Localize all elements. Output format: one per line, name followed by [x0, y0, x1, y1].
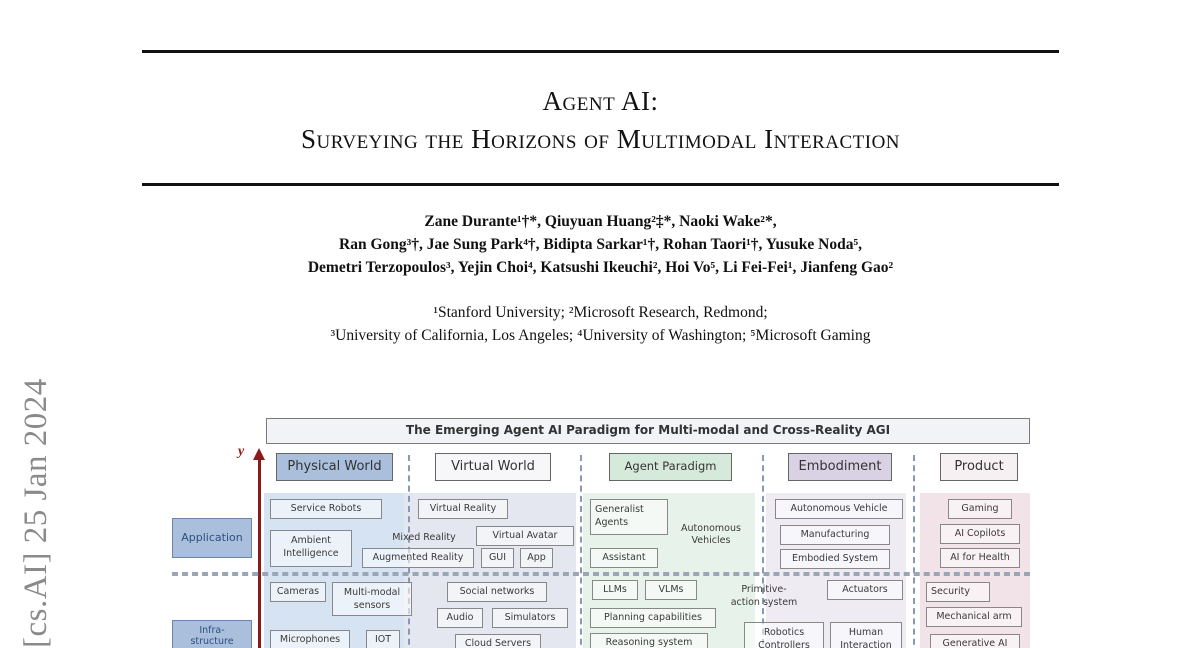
concept-box: Mixed Reality [392, 532, 456, 543]
concept-box: Generative AI [930, 634, 1020, 648]
concept-box: Cloud Servers [455, 634, 541, 648]
concept-box: Cameras [270, 582, 326, 602]
column-divider [762, 455, 764, 648]
concept-box: Multi-modal sensors [332, 582, 412, 616]
concept-box: Assistant [590, 548, 658, 568]
author-line: Zane Durante¹†*, Qiuyuan Huang²‡*, Naoki Wake²*, [424, 213, 777, 230]
affiliations [142, 301, 1059, 347]
concept-box: Reasoning system [590, 633, 708, 648]
column-header-virtual-world: Virtual World [435, 453, 551, 481]
bottom-rule [142, 183, 1059, 186]
concept-box: Autonomous Vehicles [681, 523, 741, 546]
concept-box: Social networks [447, 582, 547, 602]
concept-box: Virtual Avatar [476, 526, 574, 546]
figure-title: The Emerging Agent AI Paradigm for Multi-modal and Cross-Reality AGI [266, 418, 1030, 444]
affiliation-line: ¹Stanford University; ²Microsoft Research, Redmond; [433, 304, 768, 321]
concept-box: Simulators [492, 608, 568, 628]
column-header-embodiment: Embodiment [788, 453, 892, 481]
row-label-application: Application [172, 518, 252, 558]
row-label-text: Infra- structure [190, 625, 234, 647]
concept-box: Microphones [270, 630, 350, 648]
row-label-infrastructure [172, 620, 252, 648]
column-header-product: Product [940, 453, 1018, 481]
concept-box: Autonomous Vehicle [775, 499, 903, 519]
concept-box: Mechanical arm [926, 607, 1022, 627]
concept-box: Robotics Controllers [744, 622, 824, 648]
concept-box: App [520, 548, 553, 568]
concept-box: Audio [437, 608, 483, 628]
column-divider [580, 455, 582, 648]
row-separator [172, 572, 1030, 576]
concept-box: Planning capabilities [590, 608, 716, 628]
concept-box: Manufacturing [780, 525, 890, 545]
concept-box: AI Copilots [940, 524, 1020, 544]
concept-box: Primitive- action system [730, 584, 798, 608]
concept-box: Generalist Agents [590, 499, 668, 535]
concept-box: Virtual Reality [418, 499, 508, 519]
concept-box: IOT [366, 630, 400, 648]
author-list [142, 210, 1059, 279]
paper-title-line-2: Surveying the Horizons of Multimodal Interaction [300, 124, 901, 154]
author-line: Ran Gong³†, Jae Sung Park⁴†, Bidipta Sarkar¹†, Rohan Taori¹†, Yusuke Noda⁵, [339, 236, 862, 253]
concept-box: LLMs [592, 580, 638, 600]
concept-box: Embodied System [780, 549, 890, 569]
concept-box: AI for Health [940, 548, 1020, 568]
top-rule [142, 50, 1059, 53]
concept-box: Security [926, 582, 990, 602]
concept-box: Ambient Intelligence [270, 530, 352, 567]
concept-box: VLMs [645, 580, 697, 600]
concept-box: Actuators [827, 580, 903, 600]
arxiv-stamp: [cs.AI] 25 Jan 2024 [18, 378, 54, 648]
column-header-physical-world: Physical World [276, 453, 393, 481]
author-line: Demetri Terzopoulos³, Yejin Choi⁴, Katsushi Ikeuchi², Hoi Vo⁵, Li Fei-Fei¹, Jianfeng Gao² [307, 259, 894, 276]
concept-box: GUI [481, 548, 514, 568]
column-divider [913, 455, 915, 648]
column-header-agent-paradigm: Agent Paradigm [609, 453, 732, 481]
concept-box: Service Robots [270, 499, 382, 519]
y-axis-arrow-icon [253, 448, 265, 460]
affiliation-line: ³University of California, Los Angeles; ⁴University of Washington; ⁵Microsoft Gaming [330, 327, 871, 344]
concept-box: Gaming [948, 499, 1012, 519]
y-axis [258, 456, 261, 648]
y-axis-label: y [238, 444, 245, 459]
concept-box: Human Interaction [830, 622, 902, 648]
paper-title-line-1: Agent AI: [542, 86, 659, 116]
concept-box: Augmented Reality [362, 548, 474, 568]
